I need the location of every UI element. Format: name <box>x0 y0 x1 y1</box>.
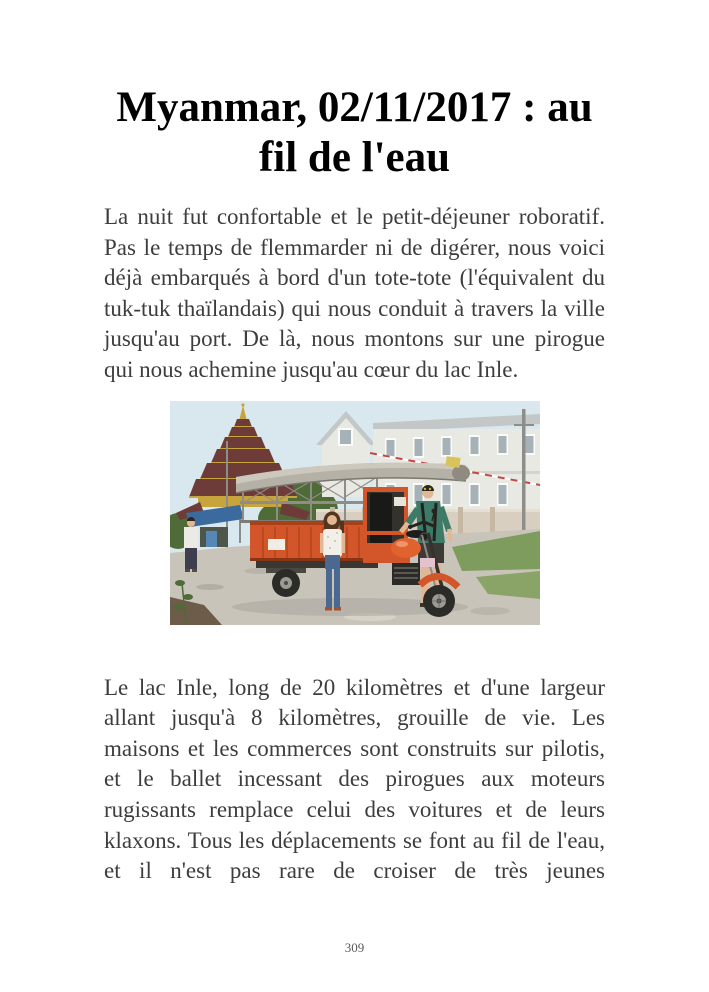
tote-tote-photo <box>170 401 540 625</box>
page-number: 309 <box>344 940 365 955</box>
paragraph-2: Le lac Inle, long de 20 kilomètres et d'une largeur allant jusqu'à 8 kilomètres, grouille de vie. Les maisons et les commerces sont construits sur pilotis, et le ballet incessant des pirogues aux moteurs rugissants remplace celui des voitures et de leurs klaxons. Tous les déplacements se font au fil de l'eau, et il n'est pas rare de croiser de très jeunes <box>104 674 605 884</box>
photo-illustration <box>170 401 540 625</box>
page-title: Myanmar, 02/11/2017 : au fil de l'eau <box>116 84 593 181</box>
paragraph-1: La nuit fut confortable et le petit-déjeuner roboratif. Pas le temps de flemmarder ni de digérer, nous voici déjà embarqués à bord d'un tote-tote (l'équivalent du tuk-tuk thaïlandais) qui nous conduit à travers la ville jusqu'au port. De là, nous montons sur une pirogue qui nous achemine jusqu'au cœur du lac Inle. <box>104 204 605 382</box>
